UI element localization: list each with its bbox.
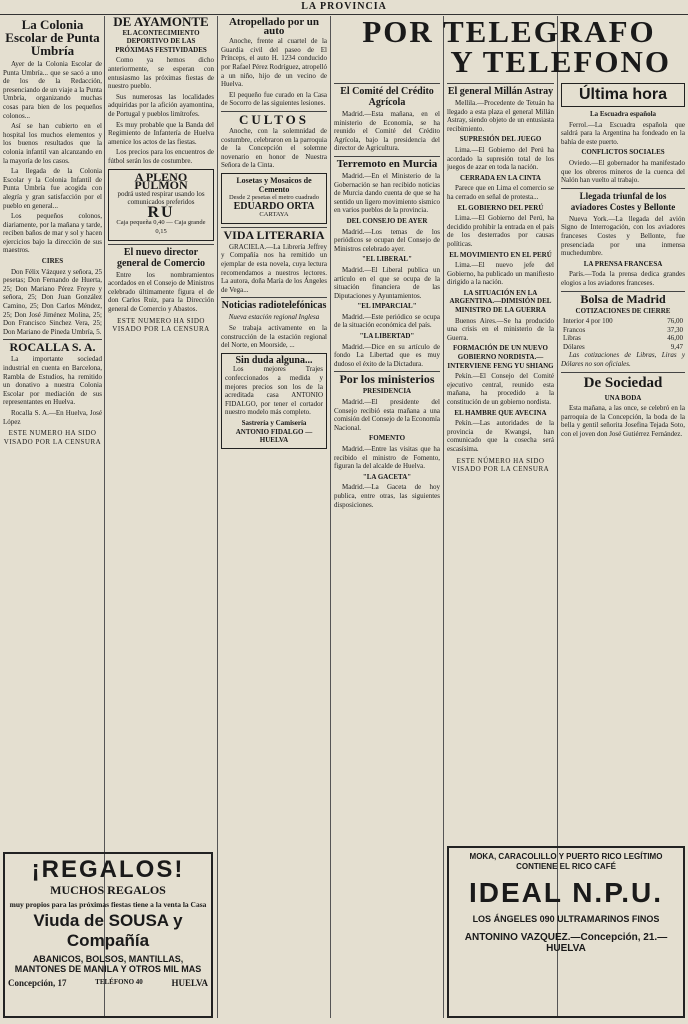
advert-fidalgo <box>221 353 327 449</box>
paragraph: Ferrol.—La Escuadra española que saldrá para la Argentina ha fondeado en la bahía de este puerto. <box>561 120 685 146</box>
subhead-prensa-francesa: LA PRENSA FRANCESA <box>583 259 663 268</box>
headline-colonia: La Colonia Escolar de Punta Umbría <box>5 17 100 58</box>
paragraph: Oviedo.—El gobernador ha manifestado que los obreros mineros de la cuenca del Nalón han vuelto al trabajo. <box>561 158 685 185</box>
ad-subtitle: LOS ÁNGELES 090 ULTRAMARINOS FINOS <box>472 914 660 924</box>
paragraph: Madrid.—El Liberal publica un artículo en el que se ocupa de la situación financiera de las Diputaciones y Ayuntamientos. <box>334 265 440 300</box>
paragraph: Pekín.—El Consejo del Comité ejecutivo central, reunido esta mañana, ha procedido a la constitución de un gobierno nordista. <box>447 372 554 406</box>
paragraph: Los precios para los encuentros de fútbol serán los de costumbre. <box>108 148 214 165</box>
subhead-imparcial: "EL IMPARCIAL" <box>357 302 417 311</box>
ad-city: HUELVA <box>171 978 208 988</box>
table-cell: 46,00 <box>667 334 683 343</box>
subhead-cinta: CERRADA EN LA CINTA <box>460 173 541 182</box>
ad-title: Sin duda alguna... <box>235 354 313 366</box>
column-colonia <box>3 16 102 850</box>
paragraph: Es muy probable que la Banda del Regimiento de Infantería de Huelva amenice los actos de las fiestas. <box>108 120 214 146</box>
headline-sociedad: De Sociedad <box>561 372 685 392</box>
paragraph: Los pequeños colonos, diariamente, por la mañana y tarde, reciben baños de mar y sol y hacen ejercicios bajo la dirección de sus maestros. <box>3 212 102 255</box>
paragraph: Madrid.—Entre las visitas que ha recibido el ministro de Fomento, figuran la del alcalde de Huelva. <box>334 445 440 471</box>
ad-owner: ANTONINO VAZQUEZ.—Concepción, 21.—HUELVA <box>464 932 668 954</box>
subhead-formacion: FORMACIÓN DE UN NUEVO GOBIERNO NORDISTA.—INTERVIENE FENG YU SHIANG <box>447 344 554 370</box>
ad-brand: EDUARDO ORTA <box>233 200 315 212</box>
subhead-fomento: FOMENTO <box>368 434 406 443</box>
subhead-presidencia: PRESIDENCIA <box>362 387 412 396</box>
advert-losetas <box>221 173 327 224</box>
paragraph: Madrid.—Este periódico se ocupa de la situación económica del país. <box>334 312 440 330</box>
censura-note: ESTE NÚMERO HA SIDO VISADO POR LA CENSURA <box>451 456 550 474</box>
paragraph: La importante sociedad industrial en cuenta en Barcelona, Rambla de Estudios, ha remitido un donativo a nuestra Colonia Escolar por mediación de sus representantes en Huelva. <box>3 355 102 407</box>
paragraph: Esta mañana, a las once, se celebró en la parroquia de la Concepción, la boda de la bella y gentil señorita Josefina Tejada Soto, con el joven don José Gutiérrez Fernández. <box>561 404 685 439</box>
subhead-supresion: SUPRESIÓN DEL JUEGO <box>459 135 542 144</box>
ad-footer: Caja pequeña 0,40 — Caja grande 0,15 <box>116 219 206 236</box>
headline-credito: El Comité del Crédito Agrícola <box>334 83 440 108</box>
paragraph: Pekín.—Las autoridades de la provincia de Kwangsi, han comunicado que la cosecha será escasísima. <box>447 419 554 453</box>
bolsa-table <box>561 317 685 351</box>
censura-note: ESTE NUMERO HA SIDO VISADO POR LA CENSURA <box>112 316 210 334</box>
ad-top: MOKA, CARACOLILLO Y PUERTO RICO LEGÍTIMO CONTIENE EL RICO CAFÉ <box>469 852 663 871</box>
subhead-libertad: "LA LIBERTAD" <box>359 332 415 341</box>
paragraph: Se trabaja activamente en la construcción de la estación regional del Norte, en Moorside, ... <box>221 324 327 350</box>
subhead-deportivo: EL ACONTECIMIENTO DEPORTIVO DE LAS PRÓXIMAS FESTIVIDADES <box>115 28 207 54</box>
subhead-argentina: LA SITUACIÓN EN LA ARGENTINA.—DIMISIÓN DEL MINISTRO DE LA GUERRA <box>449 288 552 315</box>
paragraph: La llegada de la Colonia Escolar y la Colonia Infantil de Punta Umbría fue acogida con alegría y gran satisfacción por el pueblo en general... <box>3 167 102 210</box>
paragraph: Madrid.—Los temas de los periódicos se ocupan del Consejo de Ministros celebrado ayer. <box>334 227 440 253</box>
paragraph: Madrid.—Esta mañana, en el ministerio de Economía, se ha reunido el Comité del Crédito Agrícola, bajo la presidencia del director de Agricultura. <box>334 110 440 153</box>
paragraph: Anoche, frente al cuartel de la Guardia civil del paseo de El Prínceps, el auto H. 1234 conducido por Rafael Pérez Rodríguez, atropelló a un niño, hijo de un vecino de Huelva. <box>221 37 327 89</box>
subhead-peru: EL GOBIERNO DEL PERÚ <box>457 203 544 212</box>
masthead <box>0 0 688 15</box>
paragraph: Parece que en Lima el comercio se ha cerrado en señal de protesta... <box>447 184 554 201</box>
paragraph: París.—Toda la prensa dedica grandes elogios a los aviadores franceses. <box>561 270 685 287</box>
censura-note: ESTE NUMERO HA SIDO VISADO POR LA CENSURA <box>3 429 102 446</box>
table-cell: Interior 4 por 100 <box>563 317 613 326</box>
ad-phone: TELÉFONO 40 <box>95 978 143 986</box>
subhead-hambre: EL HAMBRE QUE AVECINA <box>454 408 547 417</box>
paragraph: Ayer de la Colonia Escolar de Punta Umbría... que se sacó a uno de los de la Redacción, presenciando de un viaje a la Punta Umbría, organizando muchas cosas para bien de los pequeños colonos... <box>3 60 102 120</box>
advert-ideal <box>447 846 685 1018</box>
paragraph: Madrid.—Dice en su artículo de fondo La Libertad que es muy dudoso el éxito de la Dictadura. <box>334 342 440 368</box>
table-row <box>561 317 685 326</box>
headline-ultima-hora: Última hora <box>578 86 667 103</box>
headline-bolsa: Bolsa de Madrid <box>561 291 685 305</box>
ad-text: Desde 2 pesetas el metro cuadrado <box>228 194 320 202</box>
headline-atropellado: Atropellado por un auto <box>228 16 320 37</box>
paragraph: Madrid.—La Gaceta de hoy publica, entre otras, las siguientes disposiciones. <box>334 483 440 509</box>
headline-terremoto: Terremoto en Murcia <box>334 156 440 170</box>
paragraph: Entre los nombramientos acordados en el Consejo de Ministros celebrado últimamente figura el de don Carlos Ruiz, para la Dirección general de Comercio y Abastos. <box>108 270 214 314</box>
column-atropellado <box>221 16 327 1020</box>
paragraph: Así se han cubierto en el hospital los muchos elementos y los buenos resultados que la colonia infantil van alcanzando en la mayoría de los casos. <box>3 122 102 165</box>
ad-brand: RU <box>147 203 175 221</box>
ad-title: Losetas y Mosaicos de Cemento <box>236 175 312 194</box>
headline-ministerios: Por los ministerios <box>334 371 440 385</box>
subhead-cotizaciones: COTIZACIONES DE CIERRE <box>575 306 671 315</box>
ad-title: A PLENO PULMÓN <box>134 169 188 193</box>
subhead-movimiento: EL MOVIMIENTO EN EL PERÚ <box>449 250 552 259</box>
ad-footer <box>8 978 208 988</box>
subhead-noticias: Nueva estación regional Inglesa <box>228 313 320 322</box>
publication-name: LA PROVINCIA <box>301 1 387 12</box>
subhead-cires: CIRES <box>41 257 64 266</box>
banner-line-1: POR TELEGRAFO <box>362 14 656 49</box>
ad-goods: ABANICOS, BOLSOS, MANTILLAS, MANTONES DE MANILA Y OTROS MIL MAS <box>14 954 202 974</box>
ad-address: Concepción, 17 <box>8 978 67 988</box>
headline-costes-bellonte: Llegada triunfal de los aviadores Costes y Bellonte <box>561 188 685 213</box>
table-cell: 9,47 <box>670 342 683 351</box>
table-row <box>561 326 685 335</box>
advert-pleno-pulmon <box>108 169 214 241</box>
paragraph: El pequeño fue curado en la Casa de Socorro de las siguientes lesiones. <box>221 90 327 108</box>
headline-millan-astray: El general Millán Astray <box>447 83 554 97</box>
paragraph: Madrid.—El presidente del Consejo recibió esta mañana a una comisión del Consejo de la Economía Nacional. <box>334 398 440 432</box>
ad-location: CARTAYA <box>259 211 289 219</box>
column-ultima-hora <box>561 80 685 840</box>
table-cell: Dólares <box>563 342 585 351</box>
column-ayamonte <box>108 16 214 850</box>
table-cell: 37,30 <box>667 325 683 334</box>
ad-text: muy propios para las próximas fiestas tiene a la venta la Casa <box>9 900 207 909</box>
subhead-conflictos: CONFLICTOS SOCIALES <box>581 148 665 157</box>
subhead-consejo: DEL CONSEJO DE AYER <box>346 216 428 225</box>
banner-telegrafo <box>333 14 685 79</box>
subhead-boda: UNA BODA <box>604 393 642 402</box>
table-cell: Francos <box>563 325 586 334</box>
paragraph: Como ya hemos dicho anteriormente, se esperan con entusiasmo las próximas fiestas de nuestro pueblo. <box>108 56 214 91</box>
paragraph: Lima.—El Gobierno del Perú ha acordado la supresión total de los juegos de azar en toda la nación. <box>447 145 554 172</box>
headline-director-comercio: El nuevo director general de Comercio <box>108 244 214 269</box>
headline-vida-literaria: VIDA LITERARIA <box>221 227 327 241</box>
ad-text: Los mejores Trajes confeccionados a medida y mejores precios son los de la acreditada casa ANTONIO FIDALGO, por tener el cortador nuestro modelo más completo. <box>225 365 323 417</box>
table-row <box>561 334 685 343</box>
column-rule <box>217 16 218 1018</box>
bolsa-note: Las cotizaciones de Libras, Liras y Dólares no son oficiales. <box>561 351 685 369</box>
ad-brand: Viuda de SOUSA y Compañía <box>33 911 183 950</box>
paragraph: Lima.—El Gobierno del Perú, ha decidido prohibir la entrada en el país de los desterrados por causas políticas. <box>447 214 554 248</box>
paragraph: Sus numerosas las localidades adquiridas por la afición ayamontina, de Portugal y pueblos limítrofes. <box>108 92 214 118</box>
paragraph: Buenos Aires.—Se ha producido una crisis en el ministerio de la Guerra. <box>447 316 554 342</box>
advert-regalos <box>3 852 213 1018</box>
subhead-gaceta: "LA GACETA" <box>362 472 412 481</box>
banner-line-2: Y TELEFONO <box>450 44 671 79</box>
column-rule <box>330 16 331 1018</box>
column-telegrafo <box>334 80 440 1020</box>
subhead-liberal: "EL LIBERAL" <box>362 255 412 264</box>
paragraph: GRACIELA.—La Librería Jeffrey y Compañía nos ha remitido un ejemplar de esta novela, cuya lectura recomendamos a nuestros lectores. La autora, doña María de los Ángeles de Vega... <box>221 242 327 294</box>
table-cell: 76,00 <box>667 317 683 326</box>
paragraph: Anoche, con la solemnidad de costumbre, celebraron en la parroquia de la Concepción el solemne novenario en honor de Nuestra Señora de la Cinta. <box>221 126 327 170</box>
ad-footer: Sastrería y Camisería ANTONIO FIDALGO — HUELVA <box>235 418 313 445</box>
headline-ayamonte: DE AYAMONTE <box>113 16 209 29</box>
signature: Rocalla S. A.—En Huelva, José López <box>3 408 102 426</box>
headline-rocalla: ROCALLA S. A. <box>3 339 102 353</box>
paragraph: Lima.—El nuevo jefe del Gobierno, ha publicado un manifiesto dirigido a la nación. <box>447 261 554 287</box>
paragraph: Madrid.—En el Ministerio de la Gobernación se han recibido noticias de Murcia dando cuenta de que se ha sentido un ligero movimiento sísmico en varios pueblos de la provincia. <box>334 171 440 215</box>
subhead-escuadra: La Escuadra española <box>589 110 657 118</box>
paragraph: Nueva York.—La llegada del avión Signo de Interrogación, con los aviadores franceses Costes y Bellonte, fue presenciada por una inmensa muchedumbre. <box>561 214 685 258</box>
donor-list: Don Félix Vázquez y señora, 25 pesetas; Don Fernando de Huerta, 25; Don Mariano Pérez Freyre y señora, 25; Don Juan González Camino, 25; Don Carlos Méndez, 25; Don José Jiménez Molina, 25; Don Francisco Sinchez Vera, 25; Don Mariano de Pineda Umbría, 5. <box>3 267 102 336</box>
table-row <box>561 343 685 352</box>
paragraph: Mellila.—Procedente de Tetuán ha llegado a esta plaza el general Millán Astray, siendo objeto de un entusiasta recibimiento. <box>447 99 554 133</box>
headline-noticias-radio: Noticias radiotelefónicas <box>221 297 327 311</box>
ad-subtitle: MUCHOS REGALOS <box>50 883 166 897</box>
column-rule <box>443 16 444 1018</box>
ultima-hora-box <box>561 83 685 107</box>
ad-text: podrá usted respirar usando los comunicados preferidos <box>117 189 205 207</box>
column-internacional <box>447 80 554 840</box>
table-cell: Libras <box>563 334 581 343</box>
ad-brand: IDEAL N.P.U. <box>468 877 664 908</box>
headline-cultos: CULTOS <box>221 111 327 125</box>
ad-title: ¡REGALOS! <box>31 856 185 883</box>
